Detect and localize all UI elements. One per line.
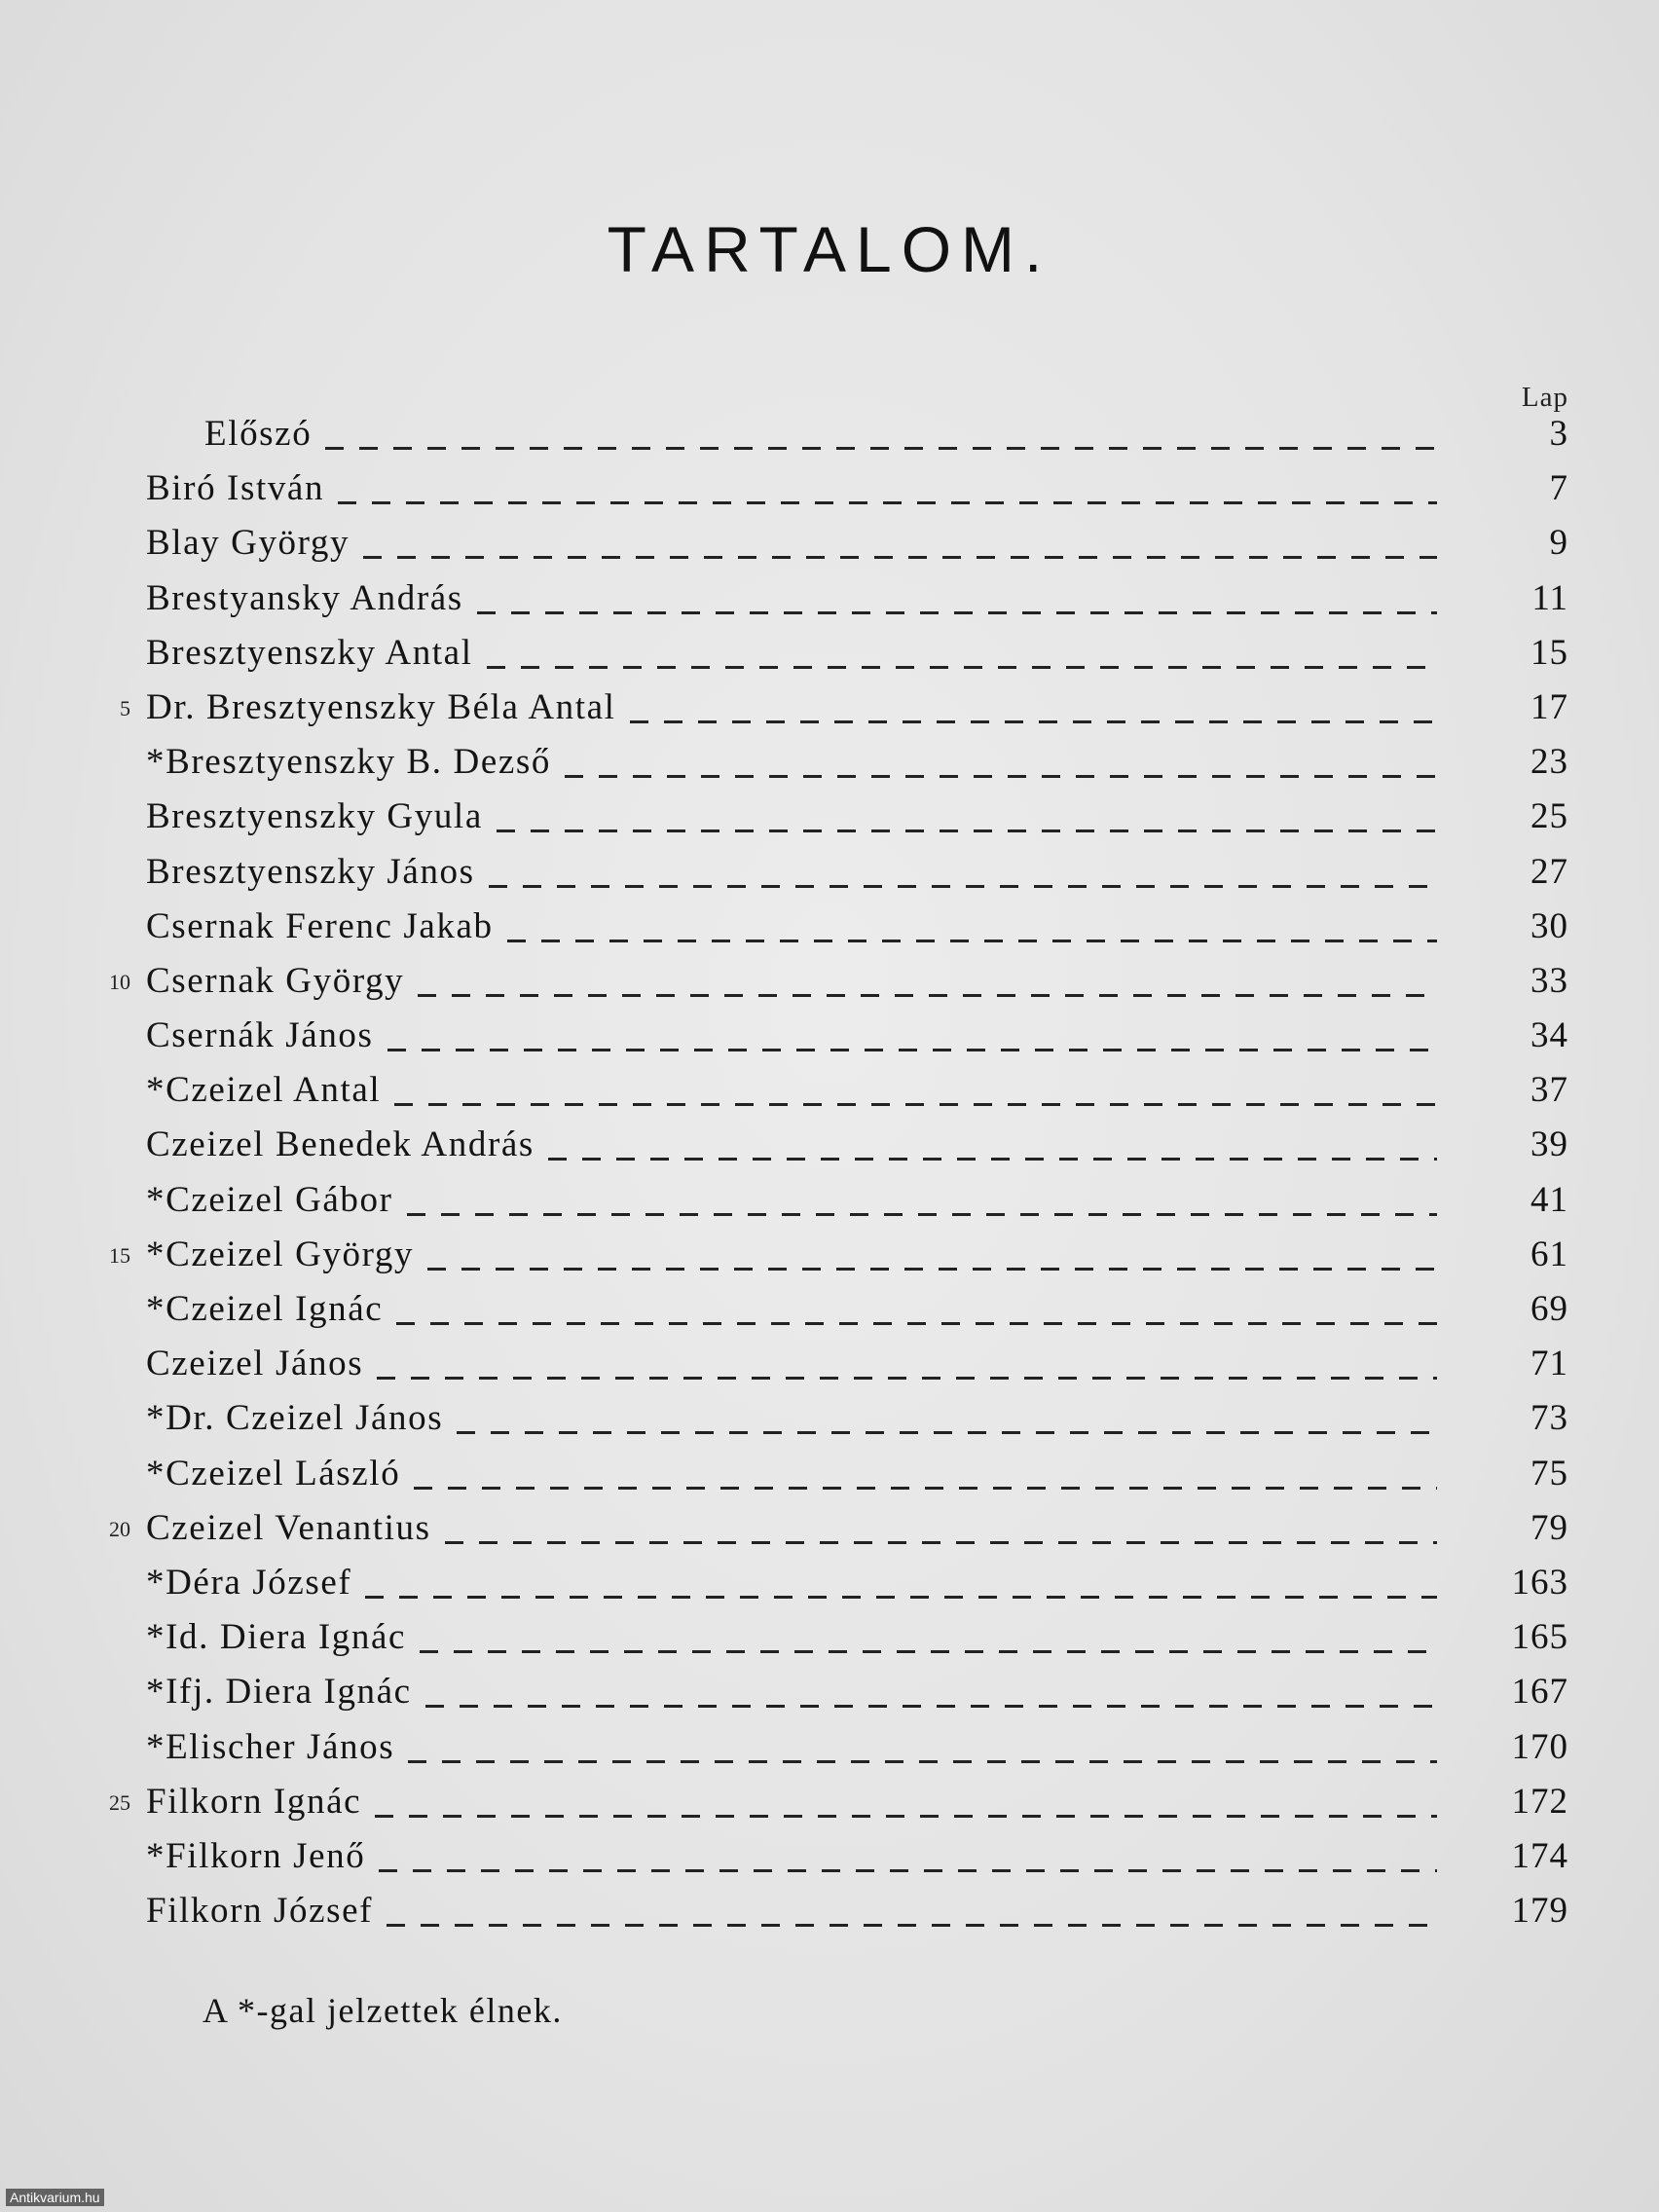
toc-entry [0,1558,1659,1612]
toc-entry-line [146,682,1464,733]
entry-name: *Czeizel Gábor [146,1179,393,1220]
entry-page-number: 34 [1530,1015,1568,1056]
entry-name: *Elischer János [146,1726,395,1767]
dash-leader [565,775,1437,778]
toc-entry-line [146,1339,1464,1389]
toc-entry-line [146,1120,1464,1170]
toc-entry [0,1393,1659,1448]
toc-entry [0,1612,1659,1667]
entry-page-number: 179 [1511,1891,1568,1932]
line-number: 10 [109,969,130,994]
entry-page-number: 30 [1530,905,1568,946]
dash-leader [457,1431,1437,1434]
entry-page-number: 75 [1530,1453,1568,1493]
dash-leader [425,1705,1437,1708]
entry-page-number: 39 [1530,1124,1568,1165]
entry-page-number: 27 [1530,851,1568,892]
toc-entry-line [146,628,1464,679]
entry-name: Biró István [146,468,325,509]
entry-page-number: 15 [1530,632,1568,673]
toc-entry-line [146,1667,1464,1717]
entry-page-number: 3 [1549,414,1568,454]
toc-entry [0,1175,1659,1230]
entry-name: Bresztyenszky Gyula [146,796,483,837]
toc-entry [0,628,1659,682]
dash-leader [363,556,1437,559]
toc-entry-line [146,1230,1464,1280]
dash-leader [375,1815,1437,1818]
toc-entry [0,902,1659,956]
toc-entry-line [146,1175,1464,1226]
entry-page-number: 17 [1530,686,1568,727]
toc-entry-line [146,1886,1464,1936]
line-number: 15 [109,1242,130,1268]
dash-leader [387,1049,1437,1051]
entry-name: Bresztyenszky Antal [146,632,473,673]
dash-leader [497,830,1437,832]
entry-name: Czeizel Benedek András [146,1124,535,1165]
toc-entry-line [146,1503,1464,1554]
toc-entry [0,1503,1659,1558]
toc-entry [0,1230,1659,1284]
toc-entry [0,1886,1659,1940]
watermark: Antikvarium.hu [6,2189,104,2206]
toc-entry-line [146,1831,1464,1882]
line-number: 25 [109,1789,130,1815]
entry-name: *Bresztyenszky B. Dezső [146,742,551,783]
entry-name: *Czeizel Antal [146,1070,382,1111]
toc-entry-line [146,1558,1464,1608]
toc-entry-line [146,792,1464,842]
entry-name: *Id. Diera Ignác [146,1617,407,1658]
toc-entry-line [204,409,1464,460]
toc-entry [0,682,1659,737]
entry-name: *Déra József [146,1562,352,1603]
toc-entry-line [146,1011,1464,1061]
toc-entry [0,792,1659,846]
toc-entry [0,1667,1659,1721]
dash-leader [548,1158,1437,1161]
entry-name: Dr. Bresztyenszky Béla Antal [146,686,616,727]
entry-page-number: 61 [1530,1234,1568,1274]
toc-entry [0,1011,1659,1065]
entry-page-number: 165 [1511,1617,1568,1658]
toc-entry-line [146,1393,1464,1444]
dash-leader [325,447,1437,450]
entry-name: Czeizel Venantius [146,1507,431,1548]
entry-name: Csernak Ferenc Jakab [146,905,494,946]
entry-name: Előszó [204,414,313,454]
toc-entry-line [146,956,1464,1007]
toc-entry [0,1831,1659,1886]
entry-page-number: 25 [1530,796,1568,837]
dash-leader [418,994,1437,997]
toc-entry [0,463,1659,518]
dash-leader [338,501,1437,504]
toc-entry-line [146,1612,1464,1663]
entry-page-number: 167 [1511,1672,1568,1713]
toc-entry-line [146,1065,1464,1116]
footnote: A *-gal jelzettek élnek. [203,1991,563,2030]
entry-page-number: 41 [1530,1179,1568,1220]
toc-entry [0,737,1659,792]
entry-page-number: 33 [1530,960,1568,1001]
dash-leader [408,1760,1437,1763]
dash-leader [477,611,1437,614]
page-column-header: Lap [1521,382,1568,413]
dash-leader [445,1541,1437,1544]
entry-name: Csernák János [146,1015,374,1056]
entry-name: Bresztyenszky János [146,851,475,892]
dash-leader [365,1596,1437,1599]
toc-entry-line [146,1449,1464,1499]
dash-leader [407,1213,1437,1216]
toc-entry-line [146,1777,1464,1827]
toc-entry-line [146,1284,1464,1335]
toc-entry [0,1339,1659,1393]
toc-entry-line [146,1722,1464,1773]
entry-page-number: 69 [1530,1289,1568,1329]
entry-name: Blay György [146,523,350,564]
entry-page-number: 170 [1511,1726,1568,1767]
dash-leader [507,940,1437,942]
toc-entry-line [146,902,1464,952]
toc-entry-line [146,573,1464,624]
dash-leader [414,1487,1437,1490]
dash-leader [420,1650,1437,1653]
dash-leader [377,1377,1437,1380]
toc-entry [0,409,1659,463]
entry-page-number: 73 [1530,1398,1568,1439]
entry-page-number: 174 [1511,1835,1568,1876]
table-of-contents [0,409,1659,1940]
page-title: TARTALOM. [607,213,1052,285]
entry-name: *Filkorn Jenő [146,1835,366,1876]
line-number: 20 [109,1516,130,1541]
entry-name: *Dr. Czeizel János [146,1398,444,1439]
toc-entry-line [146,463,1464,514]
entry-name: Czeizel János [146,1344,364,1384]
entry-page-number: 79 [1530,1507,1568,1548]
dash-leader [379,1869,1437,1872]
entry-page-number: 23 [1530,742,1568,783]
entry-name: Filkorn Ignác [146,1781,362,1822]
dash-leader [394,1103,1437,1106]
toc-entry [0,573,1659,628]
dash-leader [489,885,1437,888]
entry-page-number: 11 [1531,577,1568,618]
entry-name: Filkorn József [146,1891,374,1932]
dash-leader [427,1268,1437,1271]
dash-leader [487,666,1437,669]
entry-name: *Czeizel Ignác [146,1289,384,1329]
toc-entry [0,1120,1659,1174]
toc-entry [0,1065,1659,1120]
entry-name: *Czeizel György [146,1234,415,1274]
dash-leader [387,1924,1437,1927]
toc-entry [0,1449,1659,1503]
dash-leader [630,720,1437,723]
entry-page-number: 37 [1530,1070,1568,1111]
toc-entry [0,1284,1659,1339]
dash-leader [396,1322,1437,1325]
line-number: 5 [120,695,130,720]
toc-entry [0,847,1659,902]
toc-entry [0,956,1659,1011]
toc-entry [0,1722,1659,1777]
entry-name: *Czeizel László [146,1453,401,1493]
toc-entry [0,518,1659,572]
entry-page-number: 9 [1549,523,1568,564]
toc-entry-line [146,737,1464,788]
entry-page-number: 172 [1511,1781,1568,1822]
entry-page-number: 71 [1530,1344,1568,1384]
toc-entry-line [146,518,1464,569]
toc-entry-line [146,847,1464,898]
toc-entry [0,1777,1659,1831]
entry-name: Csernak György [146,960,405,1001]
entry-name: *Ifj. Diera Ignác [146,1672,412,1713]
entry-page-number: 7 [1549,468,1568,509]
entry-name: Brestyansky András [146,577,463,618]
entry-page-number: 163 [1511,1562,1568,1603]
